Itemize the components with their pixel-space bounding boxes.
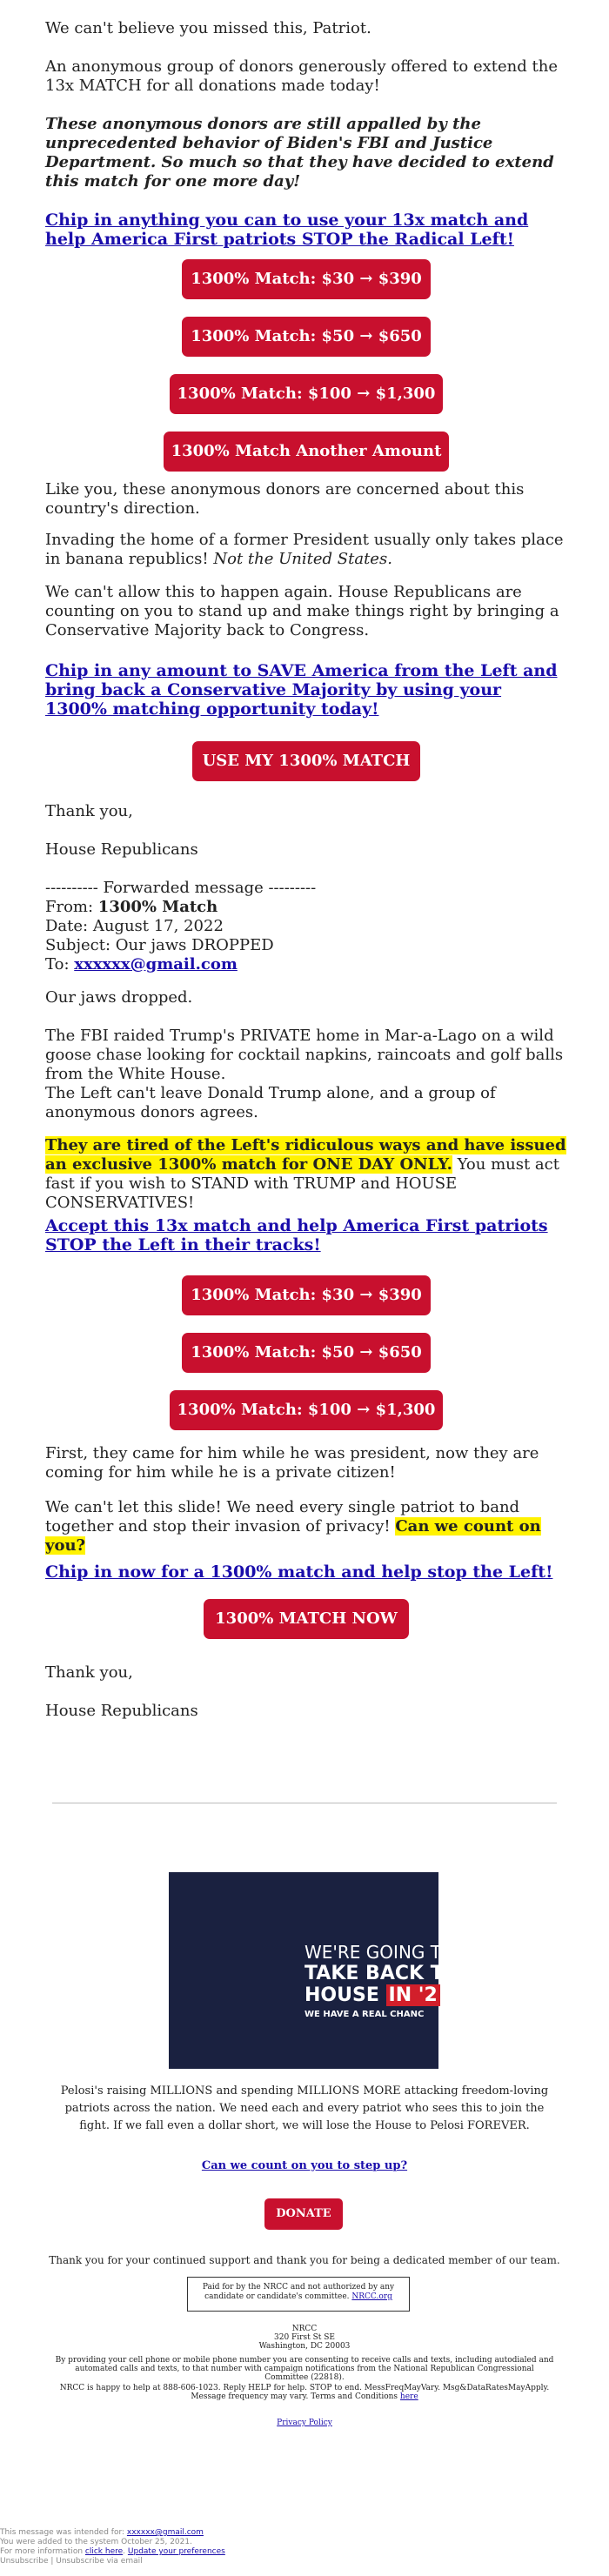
body3-donate-link[interactable]: Chip in now for a 1300% match and help stop the Left!: [45, 1562, 553, 1582]
body1-p3: We can't allow this to happen again. House Republicans are counting on you to stand up and make things right by bringing a Conservative Majority back to Congress.: [45, 583, 559, 639]
match-button-50[interactable]: 1300% Match: $50 → $650: [182, 317, 431, 357]
match-button-30[interactable]: 1300% Match: $30 → $390: [182, 259, 431, 299]
match-button-100-b[interactable]: 1300% Match: $100 → $1,300: [170, 1390, 443, 1430]
footer-address: [52, 2325, 557, 2351]
body1-donate-link[interactable]: Chip in any amount to SAVE America from the Left and bring back a Conservative Majority by using your 1300% matching opportunity today!: [45, 661, 558, 719]
match-button-30-b[interactable]: 1300% Match: $30 → $390: [182, 1275, 431, 1315]
forwarded-header: [45, 879, 567, 974]
body2-p3: The Left can't leave Donald Trump alone, and a group of anonymous donors agrees.: [45, 1084, 496, 1121]
body3-signature: House Republicans: [45, 1702, 198, 1720]
footer-addr1: 320 First St SE: [274, 2333, 335, 2342]
meta-intended-label: This message was intended for:: [0, 2528, 127, 2537]
match-button-50-b[interactable]: 1300% Match: $50 → $650: [182, 1333, 431, 1373]
intro-donate-link[interactable]: Chip in anything you can to use your 13x match and help America First patriots STOP the Radical Left!: [45, 211, 529, 249]
donate-button[interactable]: DONATE: [264, 2198, 343, 2230]
terms-link[interactable]: here: [399, 2392, 418, 2401]
meta-added: You were added to the system October 25, 2021.: [0, 2538, 192, 2546]
banner-line3: [304, 1985, 440, 2006]
forward-to-email[interactable]: xxxxxx@gmail.com: [74, 955, 238, 974]
body2-highlight-paragraph: [45, 1136, 567, 1213]
footer-thanks: Thank you for your continued support and thank you for being a dedicated member of our team.: [49, 2254, 560, 2266]
body3-p2-highlight: Can we count on you?: [45, 1517, 541, 1555]
intro-offer: An anonymous group of donors generously offered to extend the 13x MATCH for all donations made today!: [45, 57, 558, 95]
banner-line3-house: HOUSE: [304, 1984, 386, 2006]
body3-p1: First, they came for him while he was president, now they are coming for him while he is a private citizen!: [45, 1444, 539, 1482]
body1-p2-italic: Not the United States.: [213, 550, 392, 568]
banner-line2: TAKE BACK TH: [304, 1963, 460, 1984]
meta-info: [0, 2547, 600, 2557]
body2-donate-link[interactable]: Accept this 13x match and help America First patriots STOP the Left in their tracks!: [45, 1216, 548, 1255]
body2-p2: The FBI raided Trump's PRIVATE home in Mar-a-Lago on a wild goose chase looking for cocktail napkins, raincoats and golf balls from the White House.: [45, 1027, 564, 1083]
banner-image: [169, 1872, 460, 2069]
footer-pelosi: Pelosi's raising MILLIONS and spending MILLIONS MORE attacking freedom-loving patriots across the nation. We need each and every patriot who sees this to join the fight. If we fall even a dollar short, we will lose the House to Pelosi FOREVER.: [60, 2084, 549, 2132]
footer-help: [52, 2384, 557, 2401]
forward-divider: ---------- Forwarded message ---------: [45, 879, 317, 897]
forward-date: Date: August 17, 2022: [45, 917, 224, 935]
match-buttons-a: [45, 259, 567, 299]
footer-help-text: NRCC is happy to help at 888-606-1023. Reply HELP for help. STOP to end. MessFreqMayVary. Msg&DataRatesMayApply. Message frequency may vary. Terms and Conditions: [59, 2384, 550, 2401]
footer-addr2: Washington, DC 20003: [258, 2342, 351, 2351]
body3-p2: [45, 1498, 567, 1556]
intro-greeting: We can't believe you missed this, Patriot.: [45, 19, 371, 37]
footer-org: NRCC: [291, 2325, 318, 2333]
body1-signature: House Republicans: [45, 840, 198, 859]
paid-for-box: [187, 2277, 410, 2312]
meta-intended: [0, 2528, 600, 2538]
body1-p2-text: Invading the home of a former President usually only takes place in banana republics!: [45, 531, 564, 568]
update-preferences-link[interactable]: Update your preferences: [127, 2547, 225, 2556]
click-here-link[interactable]: click here: [84, 2547, 124, 2556]
body1-p2: [45, 531, 567, 569]
body1-p1: Like you, these anonymous donors are concerned about this country's direction.: [45, 480, 525, 518]
privacy-link[interactable]: Privacy Policy: [277, 2419, 332, 2427]
banner-line3-year: IN '2: [386, 1984, 440, 2006]
forward-to-label: To:: [45, 955, 75, 974]
match-now-button[interactable]: 1300% MATCH NOW: [204, 1599, 409, 1639]
body2-highlight: They are tired of the Left's ridiculous ways and have issued an exclusive 1300% match for ONE DAY ONLY.: [45, 1136, 566, 1174]
meta-unsubscribe[interactable]: Unsubscribe | Unsubscribe via email: [0, 2557, 143, 2566]
paid-for-text: Paid for by the NRCC and not authorized by any candidate or candidate's committee.: [202, 2283, 395, 2301]
email-meta: [0, 2528, 600, 2566]
body2-highlight-after: You must act fast if you wish to STAND with TRUMP and HOUSE CONSERVATIVES!: [45, 1155, 559, 1212]
forward-from: [45, 898, 567, 917]
forward-from-label: From:: [45, 898, 98, 916]
footer-count-link[interactable]: Can we count on you to step up?: [201, 2159, 408, 2172]
body3-thanks: Thank you,: [45, 1663, 133, 1682]
match-button-100[interactable]: 1300% Match: $100 → $1,300: [170, 374, 443, 414]
match-button-other[interactable]: 1300% Match Another Amount: [164, 432, 449, 472]
banner-line1: WE'RE GOING T: [304, 1942, 441, 1963]
forward-to: [45, 955, 567, 974]
meta-info-label: For more information: [0, 2547, 85, 2556]
intro-bold-italic: These anonymous donors are still appalled by the unprecedented behavior of Biden's FBI and Justice Department. So much so that they have decided to extend this match for one more day!: [45, 115, 554, 191]
use-match-button[interactable]: USE MY 1300% MATCH: [192, 741, 420, 781]
forward-from-value: 1300% Match: [97, 898, 218, 916]
body1-thanks: Thank you,: [45, 802, 133, 820]
meta-email-link[interactable]: xxxxxx@gmail.com: [126, 2528, 204, 2537]
forward-subject: Subject: Our jaws DROPPED: [45, 936, 274, 954]
footer-consent: By providing your cell phone or mobile phone number you are consenting to receive calls and texts, including autodialed and automated calls and texts, to that number with campaign notifications from the National Republican Congressional Committee (22818).: [55, 2356, 554, 2382]
body3-p2-text: We can't let this slide! We need every single patriot to band together and stop their invasion of privacy!: [45, 1498, 520, 1536]
nrcc-link[interactable]: NRCC.org: [351, 2292, 392, 2301]
banner-line4: WE HAVE A REAL CHANC: [304, 2010, 425, 2019]
body2-p1: Our jaws dropped.: [45, 988, 193, 1007]
meta-info-sep: .: [123, 2547, 128, 2556]
